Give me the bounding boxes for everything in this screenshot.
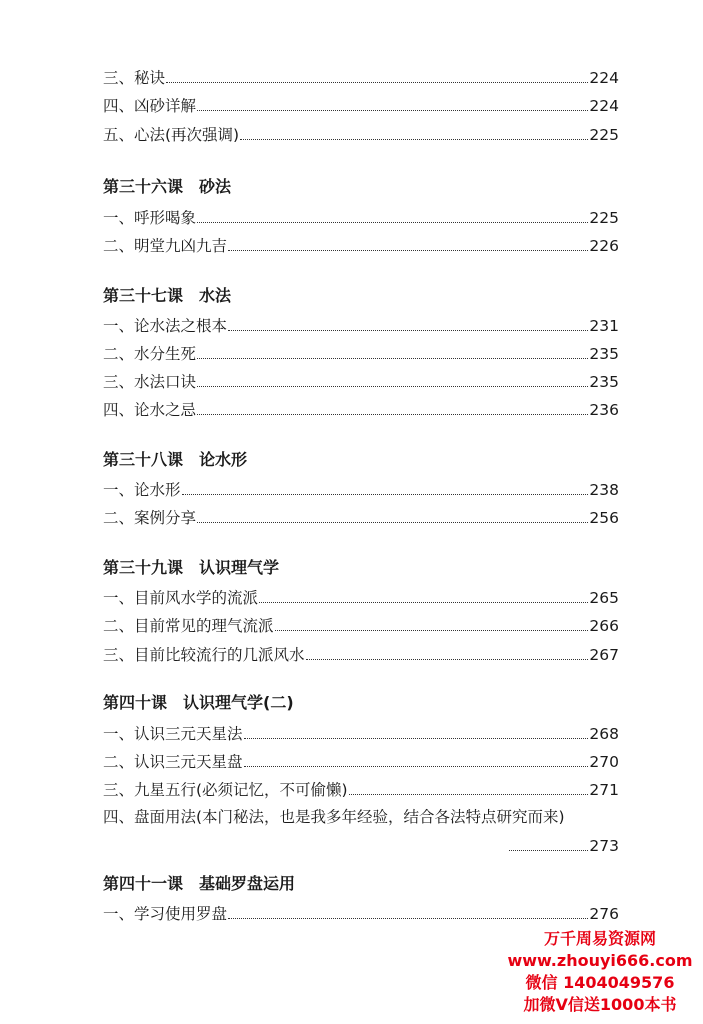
toc-entry-page: 235 bbox=[589, 345, 619, 363]
toc-entry bbox=[103, 584, 619, 608]
leader-dots bbox=[197, 357, 588, 359]
toc-entry-page: 224 bbox=[589, 69, 619, 87]
toc-entry-page: 266 bbox=[589, 617, 619, 635]
leader-dots bbox=[166, 81, 588, 83]
toc-entry-label: 二、水分生死 bbox=[103, 345, 197, 363]
toc-entry bbox=[103, 204, 619, 228]
chapter-heading: 第三十七课 水法 bbox=[103, 286, 232, 305]
toc-entry bbox=[103, 368, 619, 392]
toc-entry-page: 265 bbox=[589, 589, 619, 607]
toc-entry-label: 三、九星五行(必须记忆，不可偷懒) bbox=[103, 781, 348, 799]
toc-entry-label: 四、凶砂详解 bbox=[103, 97, 197, 115]
toc-entry-page: 271 bbox=[589, 781, 619, 799]
toc-entry-label: 一、目前风水学的流派 bbox=[103, 589, 259, 607]
chapter-heading: 第三十八课 论水形 bbox=[103, 450, 248, 469]
toc-entry-label: 一、论水法之根本 bbox=[103, 317, 228, 335]
watermark-line: 加微V信送1000本书 bbox=[523, 995, 677, 1014]
toc-entry bbox=[103, 312, 619, 336]
chapter-heading: 第三十九课 认识理气学 bbox=[103, 558, 280, 577]
toc-entry-page: 238 bbox=[589, 481, 619, 499]
toc-entry-label: 一、学习使用罗盘 bbox=[103, 905, 228, 923]
toc-entry bbox=[103, 232, 619, 256]
leader-dots bbox=[509, 849, 588, 851]
toc-entry-label: 五、心法(再次强调) bbox=[103, 126, 240, 144]
chapter-heading: 第三十六课 砂法 bbox=[103, 177, 232, 196]
toc-entry bbox=[103, 748, 619, 772]
toc-entry-label: 三、秘诀 bbox=[103, 69, 166, 87]
toc-entry bbox=[103, 504, 619, 528]
watermark bbox=[500, 928, 700, 1016]
toc-entry-page: 267 bbox=[589, 646, 619, 664]
watermark-line: www.zhouyi666.com bbox=[507, 951, 693, 970]
leader-dots bbox=[306, 658, 589, 660]
toc-entry bbox=[103, 92, 619, 116]
toc-entry-label: 二、明堂九凶九吉 bbox=[103, 237, 228, 255]
toc-entry-page: 276 bbox=[589, 905, 619, 923]
toc-entry-page: 236 bbox=[589, 401, 619, 419]
toc-entry bbox=[103, 64, 619, 88]
toc-entry-label: 三、目前比较流行的几派风水 bbox=[103, 646, 305, 664]
toc-entry-label: 一、呼形喝象 bbox=[103, 209, 197, 227]
toc-entry bbox=[103, 641, 619, 665]
leader-dots bbox=[244, 765, 589, 767]
leader-dots bbox=[197, 385, 588, 387]
toc-entry-page: 226 bbox=[589, 237, 619, 255]
toc-entry-label: 三、水法口诀 bbox=[103, 373, 197, 391]
leader-dots bbox=[275, 629, 589, 631]
toc-entry bbox=[103, 776, 619, 800]
leader-dots bbox=[349, 793, 589, 795]
leader-dots bbox=[240, 138, 588, 140]
leader-dots bbox=[197, 521, 588, 523]
chapter-heading: 第四十一课 基础罗盘运用 bbox=[103, 874, 296, 893]
toc-entry-continuation bbox=[509, 832, 619, 856]
toc-entry-label: 二、案例分享 bbox=[103, 509, 197, 527]
leader-dots bbox=[197, 109, 588, 111]
toc-entry-page: 256 bbox=[589, 509, 619, 527]
toc-entry bbox=[103, 476, 619, 500]
toc-entry-long-label: 四、盘面用法(本门秘法，也是我多年经验，结合各法特点研究而来) bbox=[103, 808, 565, 826]
toc-entry-label: 一、论水形 bbox=[103, 481, 181, 499]
toc-entry bbox=[103, 396, 619, 420]
leader-dots bbox=[228, 917, 588, 919]
toc-entry-page: 270 bbox=[589, 753, 619, 771]
toc-entry bbox=[103, 720, 619, 744]
toc-entry-page: 231 bbox=[589, 317, 619, 335]
toc-entry-page: 225 bbox=[589, 209, 619, 227]
watermark-line: 万千周易资源网 bbox=[543, 929, 656, 948]
toc-entry-label: 二、认识三元天星盘 bbox=[103, 753, 243, 771]
toc-entry bbox=[103, 612, 619, 636]
leader-dots bbox=[228, 329, 588, 331]
toc-entry bbox=[103, 340, 619, 364]
chapter-heading: 第四十课 认识理气学(二) bbox=[103, 693, 294, 712]
leader-dots bbox=[197, 413, 588, 415]
toc-entry-label: 二、目前常见的理气流派 bbox=[103, 617, 274, 635]
toc-entry-page: 235 bbox=[589, 373, 619, 391]
watermark-line: 微信 1404049576 bbox=[525, 973, 675, 992]
toc-entry bbox=[103, 121, 619, 145]
leader-dots bbox=[182, 493, 589, 495]
toc-entry-label: 一、认识三元天星法 bbox=[103, 725, 243, 743]
leader-dots bbox=[228, 249, 588, 251]
toc-entry-page: 273 bbox=[589, 837, 619, 855]
leader-dots bbox=[197, 221, 588, 223]
toc-entry-page: 224 bbox=[589, 97, 619, 115]
leader-dots bbox=[244, 737, 589, 739]
toc-entry bbox=[103, 900, 619, 924]
toc-entry-page: 225 bbox=[589, 126, 619, 144]
toc-entry-page: 268 bbox=[589, 725, 619, 743]
leader-dots bbox=[259, 601, 588, 603]
toc-entry-label: 四、论水之忌 bbox=[103, 401, 197, 419]
